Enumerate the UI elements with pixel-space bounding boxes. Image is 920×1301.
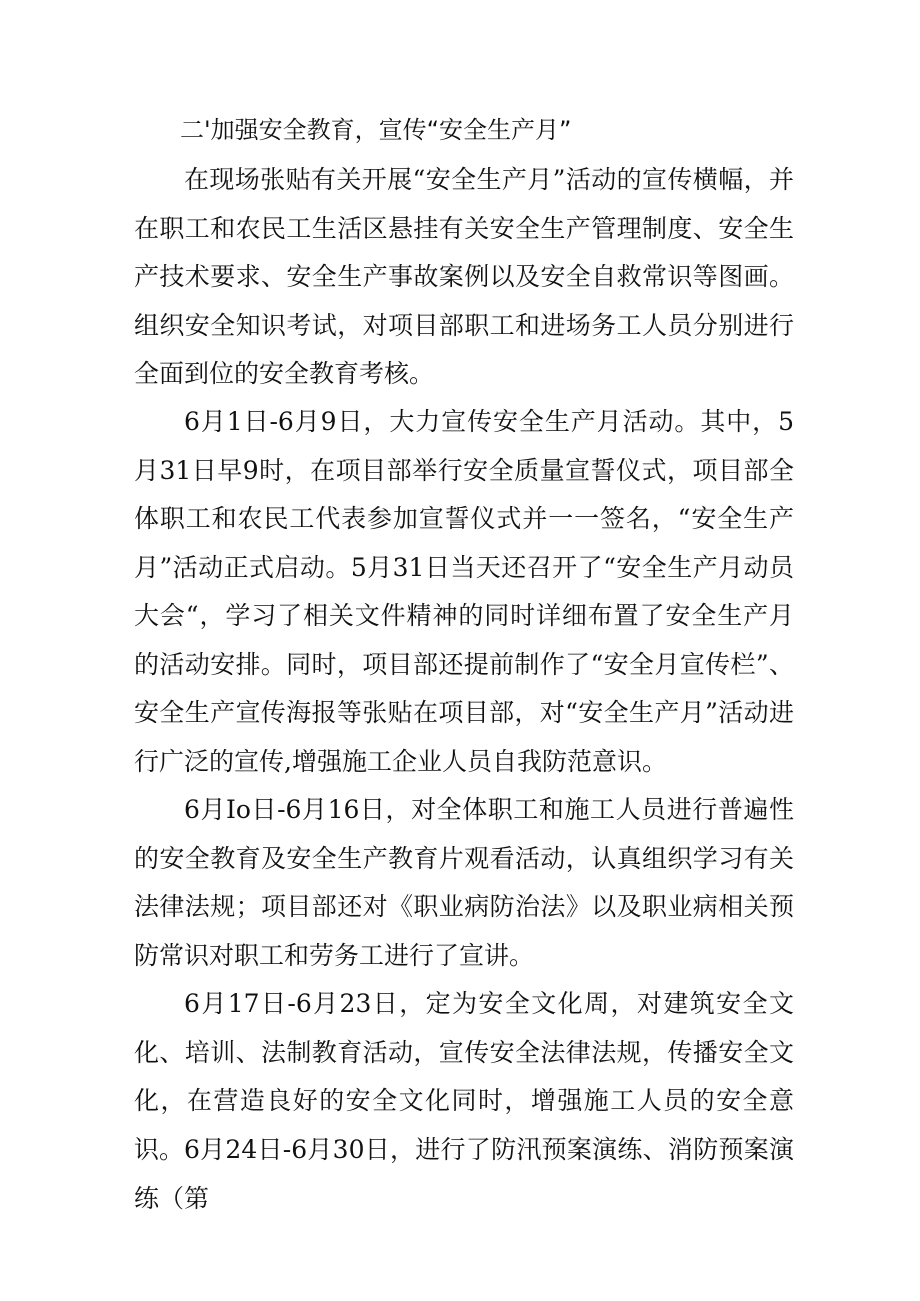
paragraph-june-10-16: 6月Io日-6月16日，对全体职工和施工人员进行普遍性的安全教育及安全生产教育片观看活动，认真组织学习有关法律法规；项目部还对《职业病防治法》以及职业病相关预防常识对职工和劳务工进行了宣讲。: [134, 795, 794, 970]
paragraph-june-17-23: 6月17日-6月23日，定为安全文化周，对建筑安全文化、培训、法制教育活动，宣传安全法律法规，传播安全文化，在营造良好的安全文化同时，增强施工人员的安全意识。: [134, 989, 794, 1164]
paragraph-june-1-9: 6月1日-6月9日，大力宣传安全生产月活动。其中，5月31日早9时，在项目部举行安全质量宣誓仪式，项目部全体职工和农民工代表参加宣誓仪式并一一签名，“安全生产月”活动正式启动。5月31日当天还召开了“安全生产月动员大会“，学习了相关文件精神的同时详细布置了安全生产月的活动安排。同时，项目部还提前制作了“安全月宣传栏”、安全生产宣传海报等张贴在项目部，对“安全生产月”活动进行广泛的宣传,增强施工企业人员自我防范意识。: [134, 407, 794, 776]
paragraph-june-24-30: 6月24日-6月30日，进行了防汛预案演练、消防预案演练（第: [134, 1135, 794, 1213]
section-heading: 二'加强安全教育，宣传“安全生产月”: [180, 116, 572, 144]
paragraph-publicity: 在现场张贴有关开展“安全生产月”活动的宣传横幅，并在职工和农民工生活区悬挂有关安全生产管理制度、安全生产技术要求、安全生产事故案例以及安全自救常识等图画。组织安全知识考试，对项目部职工和进场务工人员分别进行全面到位的安全教育考核。: [134, 165, 794, 388]
